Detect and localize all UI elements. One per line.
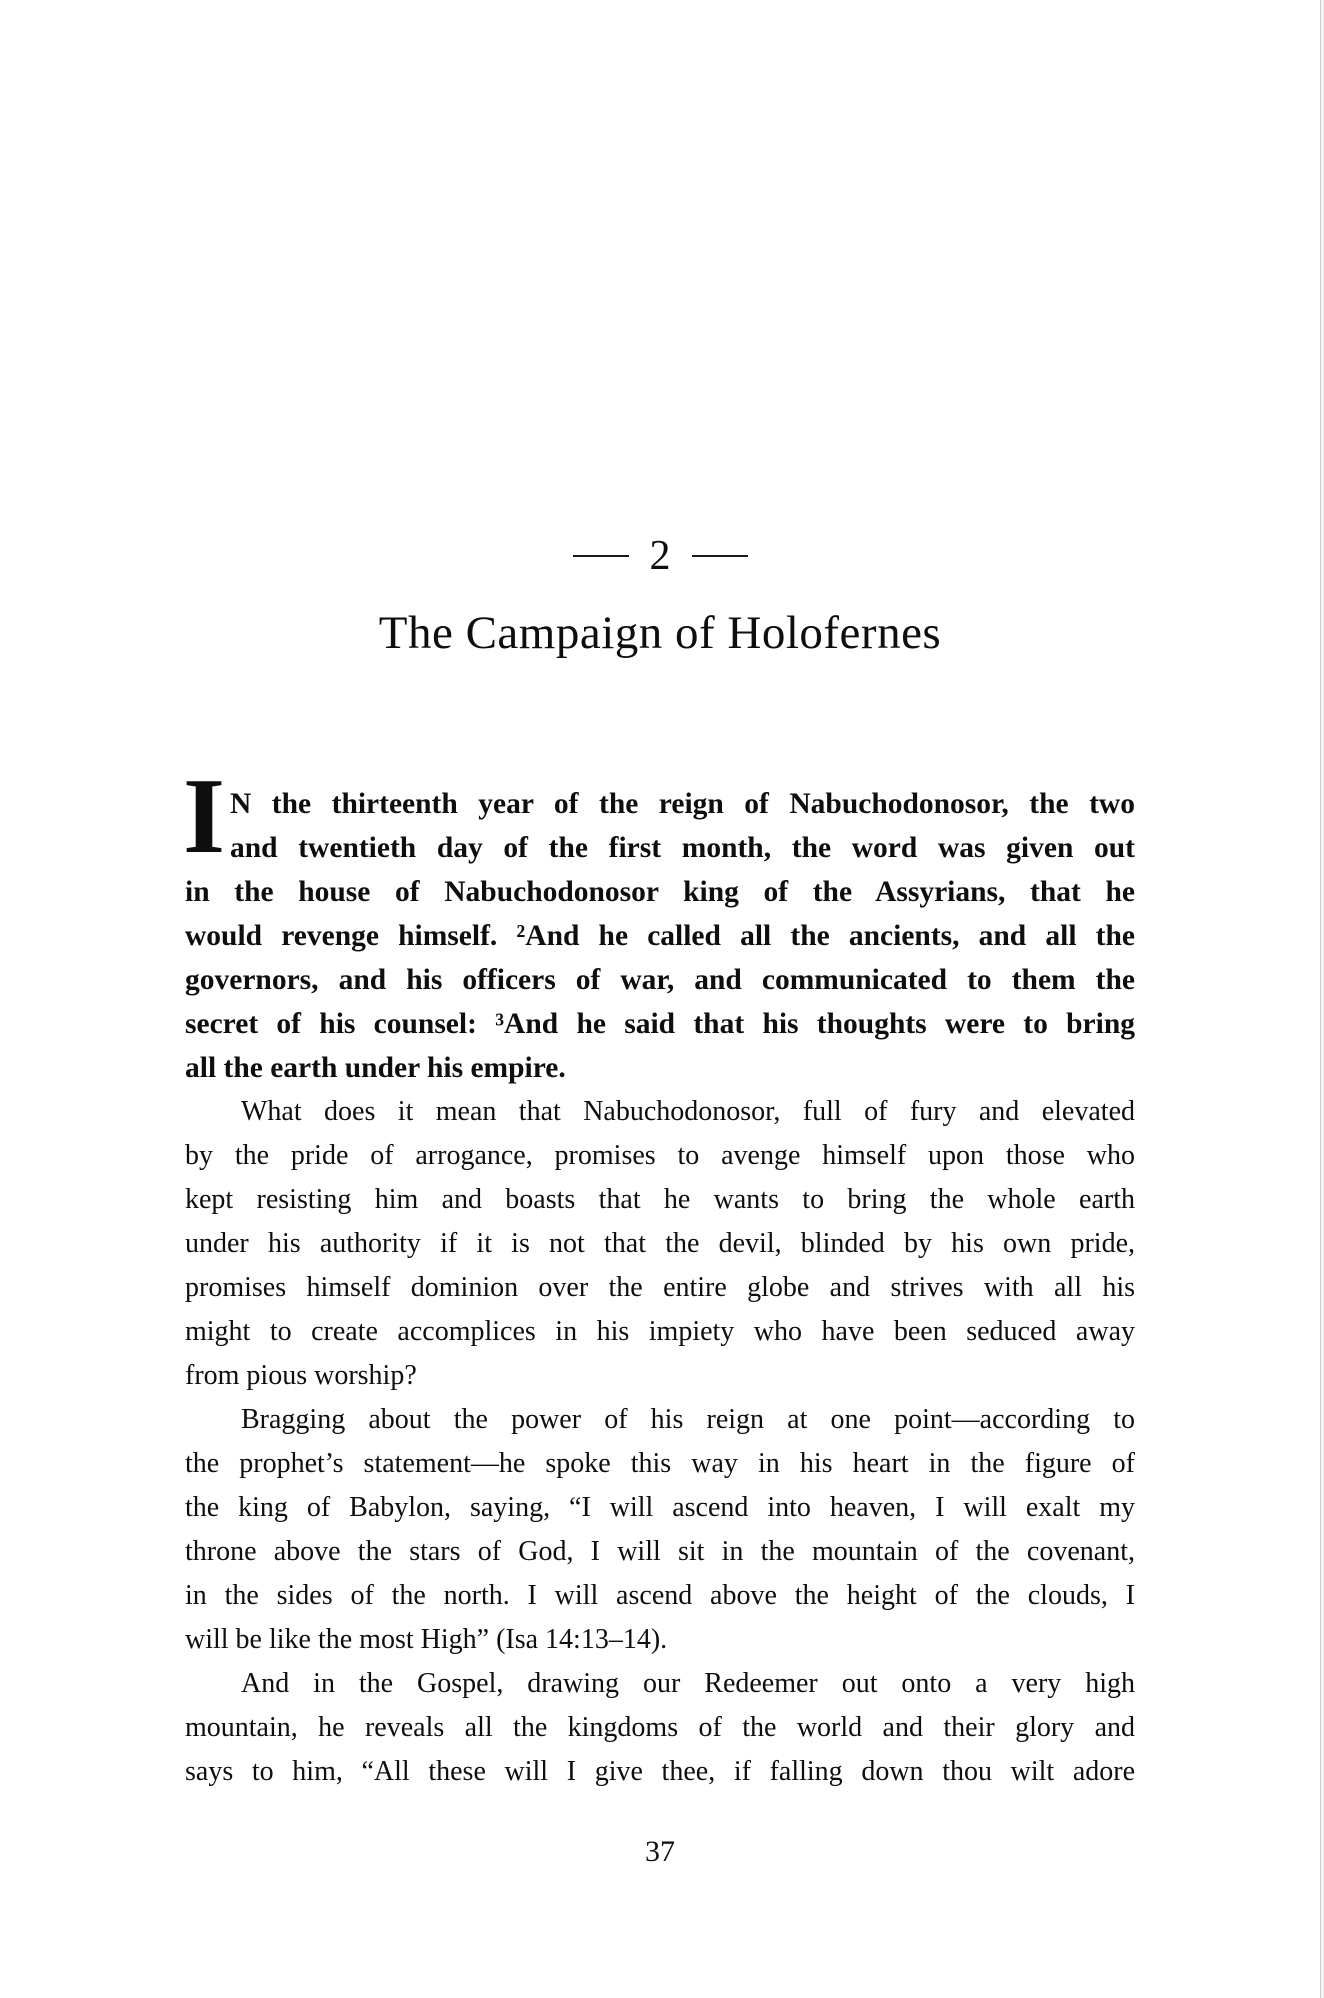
- text-line: And in the Gospel, drawing our Redeemer out onto a very high: [241, 1668, 1135, 1700]
- text-line: promises himself dominion over the entire globe and strives with all his: [185, 1272, 1135, 1304]
- text-line: in the house of Nabuchodonosor king of the Assyrians, that he: [185, 876, 1135, 909]
- text-line: under his authority if it is not that the devil, blinded by his own pride,: [185, 1228, 1135, 1260]
- text-line: says to him, “All these will I give thee, if falling down thou wilt adore: [185, 1756, 1135, 1788]
- chapter-dash-right: [692, 555, 748, 557]
- page-number: 37: [645, 1835, 675, 1869]
- text-line: might to create accomplices in his impiety who have been seduced away: [185, 1316, 1135, 1348]
- text-line: governors, and his officers of war, and communicated to them the: [185, 964, 1135, 997]
- text-column: [185, 0, 1135, 1874]
- text-line: throne above the stars of God, I will sit in the mountain of the covenant,: [185, 1536, 1135, 1568]
- text-line: all the earth under his empire.: [185, 1052, 566, 1085]
- text-line: the prophet’s statement—he spoke this way in his heart in the figure of: [185, 1448, 1135, 1480]
- text-line: N the thirteenth year of the reign of Nabuchodonosor, the two: [230, 788, 1135, 821]
- text-line: the king of Babylon, saying, “I will ascend into heaven, I will exalt my: [185, 1492, 1135, 1524]
- chapter-dash-left: [573, 555, 629, 557]
- commentary-paragraph: [185, 1090, 1135, 1398]
- commentary-paragraph: [185, 1662, 1135, 1794]
- text-line: What does it mean that Nabuchodonosor, full of fury and elevated: [241, 1096, 1135, 1128]
- text-line: Bragging about the power of his reign at one point—according to: [241, 1404, 1135, 1436]
- text-line: from pious worship?: [185, 1360, 417, 1392]
- text-line: mountain, he reveals all the kingdoms of the world and their glory and: [185, 1712, 1135, 1744]
- text-line: and twentieth day of the first month, the word was given out: [230, 832, 1135, 865]
- chapter-number: 2: [649, 532, 671, 579]
- chapter-title: The Campaign of Holofernes: [378, 607, 942, 659]
- scripture-paragraph: [183, 757, 1135, 1090]
- text-line: would revenge himself. ²And he called all the ancients, and all the: [185, 920, 1135, 953]
- text-block: [183, 757, 1135, 1794]
- text-line: by the pride of arrogance, promises to avenge himself upon those who: [185, 1140, 1135, 1172]
- page-edge-line: [1320, 0, 1321, 1998]
- text-line: will be like the most High” (Isa 14:13–14).: [185, 1624, 668, 1656]
- commentary-paragraph: [185, 1398, 1135, 1662]
- text-line: in the sides of the north. I will ascend above the height of the clouds, I: [185, 1580, 1135, 1612]
- chapter-heading: [185, 533, 1135, 579]
- text-line: secret of his counsel: ³And he said that his thoughts were to bring: [185, 1008, 1135, 1041]
- text-line: kept resisting him and boasts that he wants to bring the whole earth: [185, 1184, 1135, 1216]
- drop-cap: I: [183, 757, 226, 877]
